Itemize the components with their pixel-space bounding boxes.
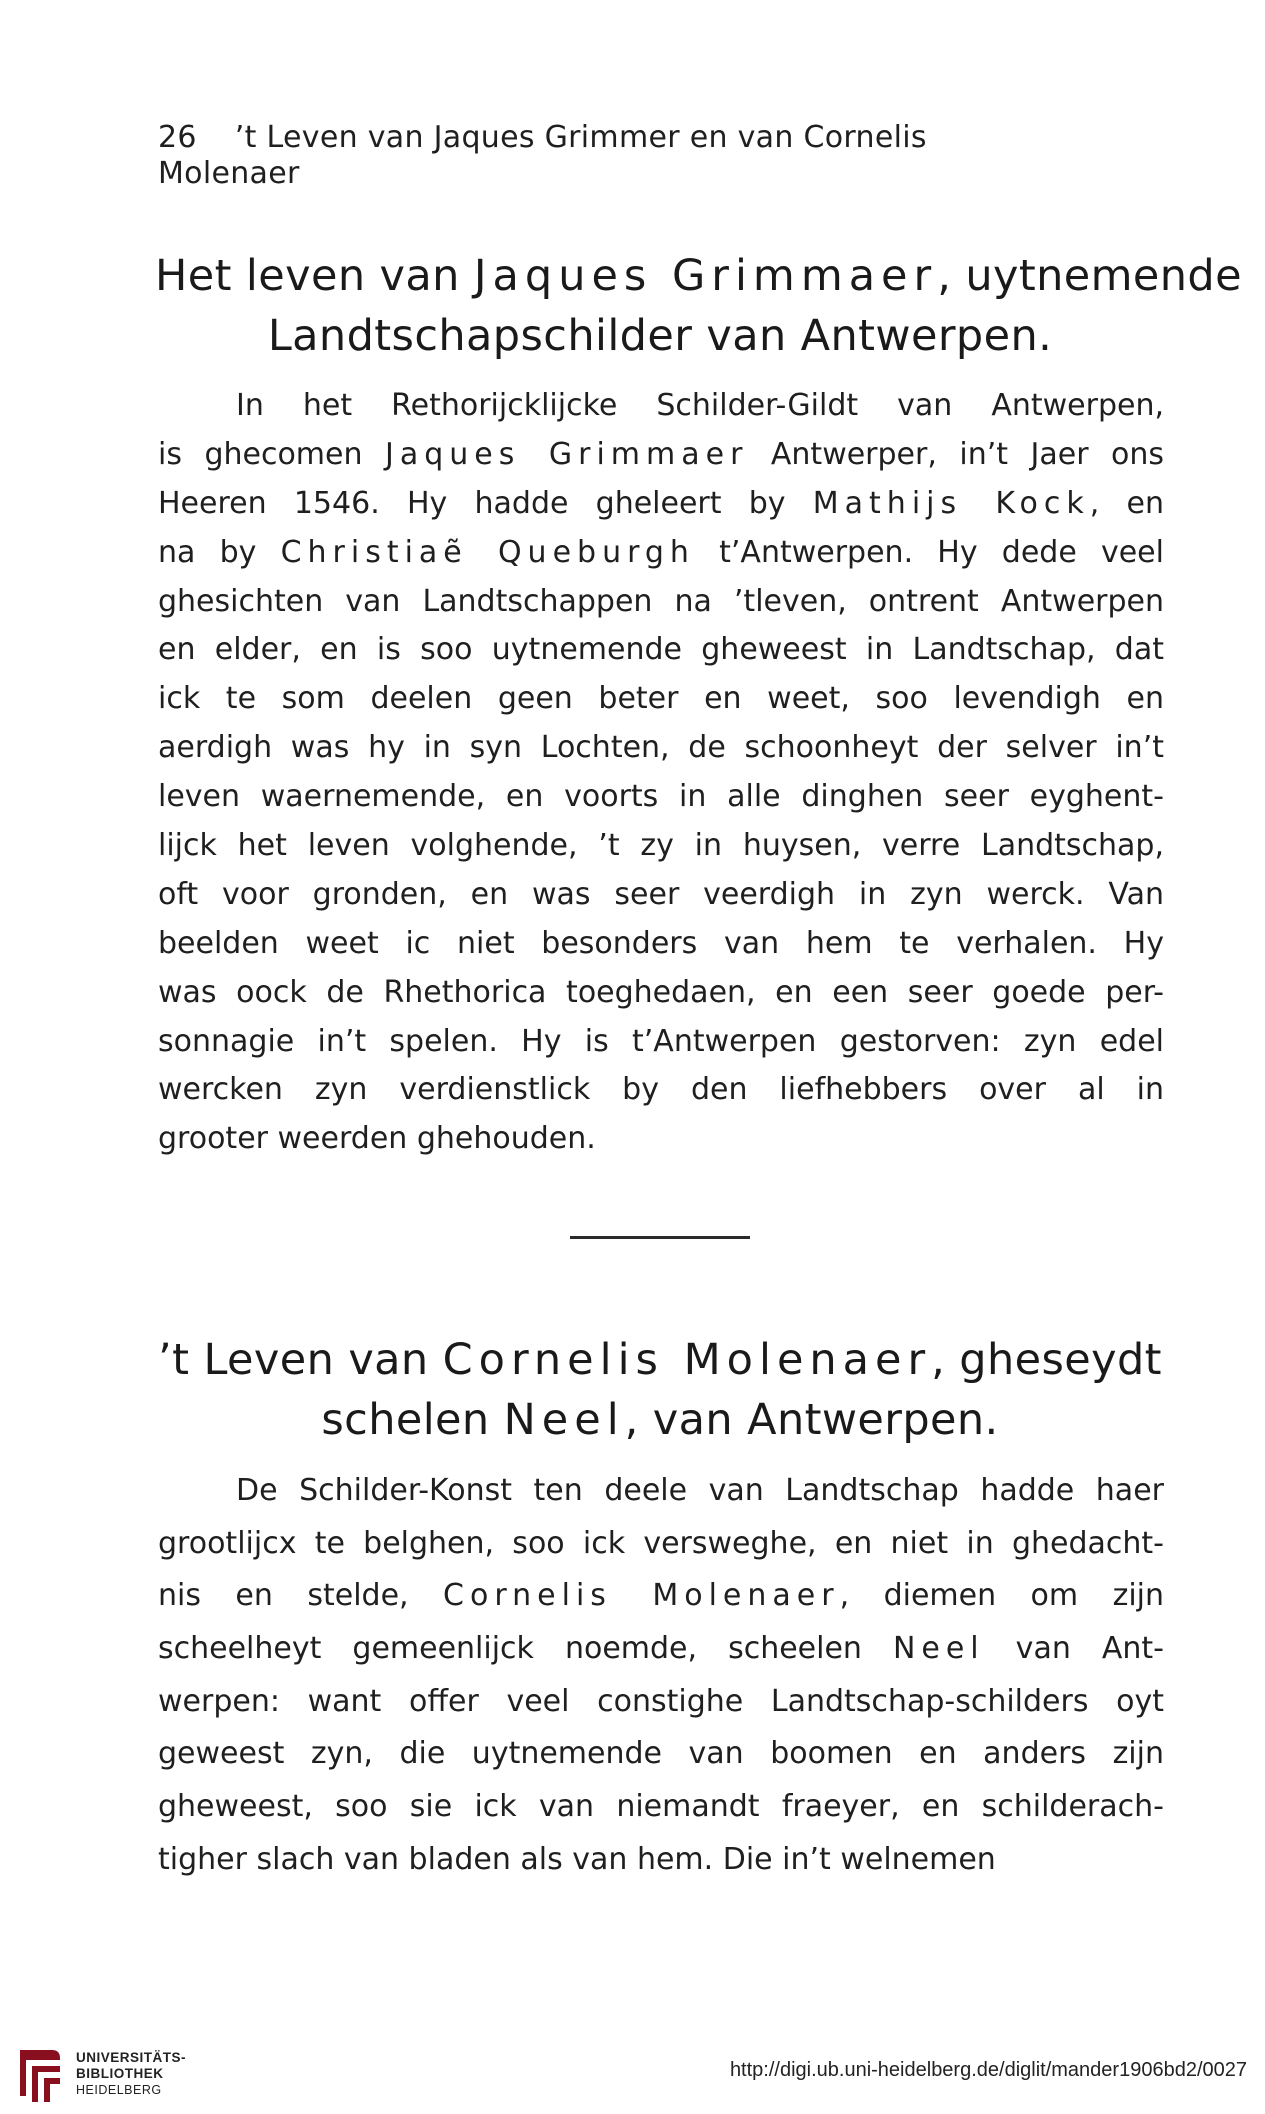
text-segment: grootlijcx te belghen, soo ick versweghe, en niet in ghedacht- [158, 1525, 1164, 1561]
text-segment: scheelheyt gemeenlijck noemde, scheelen [158, 1631, 893, 1667]
spaced-name: Neel [892, 1631, 985, 1667]
library-logo-icon [12, 2046, 64, 2102]
text-line [158, 431, 1164, 480]
text-line [158, 724, 1164, 773]
paragraph [158, 1465, 1164, 1887]
text-segment: beelden weet ic niet besonders van hem te verhalen. Hy [158, 925, 1164, 961]
text-segment: , van Antwerpen. [624, 1395, 999, 1445]
text-segment: grooter weerden ghehouden. [158, 1121, 596, 1157]
text-line [158, 578, 1164, 627]
text-line [158, 626, 1164, 675]
text-segment: en elder, en is soo uytnemende gheweest in Landtschap, dat [158, 632, 1164, 668]
title-line [155, 1330, 1165, 1390]
text-line [158, 1570, 1164, 1623]
text-segment: Het leven van [155, 251, 474, 301]
text-line [158, 1781, 1164, 1834]
text-line [158, 871, 1164, 920]
text-line [158, 1728, 1164, 1781]
text-segment: , diemen om zijn [839, 1578, 1164, 1614]
text-segment: Antwerper, in’t Jaer ons [748, 436, 1165, 472]
text-segment: was oock de Rhethorica toeghedaen, en een seer goede per- [158, 974, 1164, 1010]
spaced-name: Cornelis Molenaer [442, 1335, 932, 1385]
spaced-name: Jaques Grimmaer [385, 436, 749, 472]
text-segment: schelen [321, 1395, 504, 1445]
page-number: 26 [158, 120, 197, 155]
text-segment: , uytnemende [937, 251, 1242, 301]
library-name-line: BIBLIOTHEK [76, 2066, 164, 2081]
library-name-line: UNIVERSITÄTS- [76, 2050, 187, 2065]
spaced-name: Cornelis Molenaer [443, 1578, 840, 1614]
section-divider [570, 1236, 750, 1239]
text-segment: ghesichten van Landtschappen na ’tleven, ontrent Antwerpen [158, 583, 1164, 619]
text-segment: t’Antwerpen. Hy dede veel [694, 534, 1164, 570]
text-line [158, 969, 1164, 1018]
text-segment: lijck het leven volghende, ’t zy in huysen, verre Landtschap, [158, 828, 1164, 864]
text-segment: oft voor gronden, en was seer veerdigh in zyn werck. Van [158, 876, 1164, 912]
spaced-name: Neel [503, 1395, 625, 1445]
text-segment: van Ant- [984, 1631, 1164, 1667]
text-segment: na by [158, 534, 281, 570]
spaced-name: Christiaẽ Queburgh [280, 534, 695, 570]
text-segment: sonnagie in’t spelen. Hy is t’Antwerpen gestorven: zyn edel [158, 1023, 1164, 1059]
text-line [158, 1834, 1164, 1887]
text-line [158, 822, 1164, 871]
text-line [158, 1066, 1164, 1115]
text-line [158, 1018, 1164, 1067]
text-line [158, 773, 1164, 822]
paragraph [158, 382, 1164, 1164]
text-line [158, 1518, 1164, 1571]
text-line [158, 1465, 1164, 1518]
text-segment: wercken zyn verdienstlick by den liefhebbers over al in [158, 1072, 1164, 1108]
text-segment: , en [1089, 485, 1164, 521]
title-line [155, 246, 1242, 306]
title-line [155, 306, 1165, 366]
text-segment: leven waernemende, en voorts in alle dinghen seer eyghent- [158, 779, 1164, 815]
text-segment: , gheseydt [931, 1335, 1162, 1385]
text-line [158, 920, 1164, 969]
digitization-footer [0, 2038, 1265, 2114]
library-name [76, 2050, 186, 2098]
text-line [158, 1676, 1164, 1729]
section-title [155, 1330, 1165, 1450]
text-segment: Heeren 1546. Hy hadde gheleert by [158, 485, 813, 521]
library-name-line: HEIDELBERG [76, 2083, 162, 2097]
text-line [158, 382, 1164, 431]
text-line [158, 675, 1164, 724]
section-title [155, 246, 1242, 366]
text-segment: gheweest, soo sie ick van niemandt fraeyer, en schilderach- [158, 1789, 1164, 1825]
text-segment: ick te som deelen geen beter en weet, soo levendigh en [158, 681, 1164, 717]
text-segment: Landtschapschilder van Antwerpen. [267, 311, 1053, 361]
text-segment: geweest zyn, die uytnemende van boomen en anders zijn [158, 1736, 1164, 1772]
source-url[interactable]: http://digi.ub.uni-heidelberg.de/diglit/mander1906bd2/0027 [729, 2059, 1247, 2081]
title-line [155, 1390, 1165, 1450]
text-segment: ’t Leven van [158, 1335, 443, 1385]
text-segment: aerdigh was hy in syn Lochten, de schoonheyt der selver in’t [158, 730, 1164, 766]
text-segment: nis en stelde, [158, 1578, 444, 1614]
running-title: ’t Leven van Jaques Grimmer en van Cornelis Molenaer [158, 120, 927, 191]
text-line [158, 529, 1164, 578]
text-segment: is ghecomen [158, 436, 385, 472]
text-segment: In het Rethorijcklijcke Schilder-Gildt van Antwerpen, [236, 388, 1164, 423]
text-segment: werpen: want offer veel constighe Landtschap-schilders oyt [158, 1683, 1164, 1719]
text-segment: De Schilder-Konst ten deele van Landtschap hadde haer [236, 1473, 1164, 1508]
text-line [158, 480, 1164, 529]
spaced-name: Mathijs Kock [812, 485, 1090, 521]
text-line [158, 1115, 1164, 1164]
text-line [158, 1623, 1164, 1676]
spaced-name: Jaques Grimmaer [473, 251, 938, 301]
running-header [158, 120, 1068, 192]
text-segment: tigher slach van bladen als van hem. Die in’t welnemen [158, 1841, 996, 1877]
